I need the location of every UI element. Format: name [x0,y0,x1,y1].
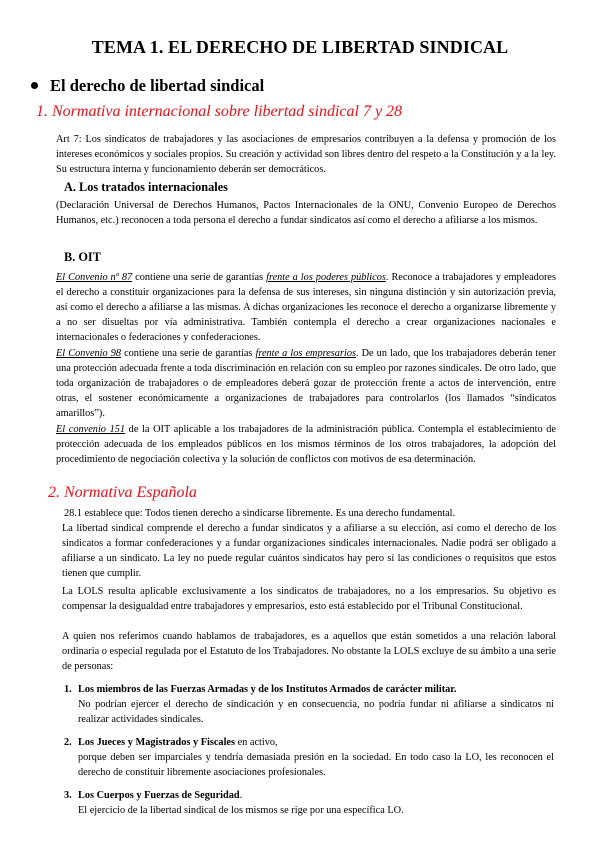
exclusion-item-3 [64,788,554,818]
convenio-98-link: El Convenio 98 [56,348,122,359]
item-body: No podrían ejercer el derecho de sindicación y en consecuencia, no podría fundar ni afiliarse a sindicatos ni realizar actividades sindicales. [78,699,554,725]
item-number: 3. [64,790,72,801]
item-title: Los Jueces y Magistrados y Fiscales [78,737,236,748]
convenio-98-emphasis: frente a los empresarios [255,348,356,359]
convenio-87-emphasis: frente a los poderes públicos [266,272,386,283]
item-title: Los Cuerpos y Fuerzas de Seguridad [78,790,240,801]
item-number: 1. [64,684,72,695]
lols-paragraph: La LOLS resulta aplicable exclusivamente a los sindicatos de trabajadores, no a los empresarios. Su objetivo es compensar la desigualdad entre trabajadores y empresarios, esto está establecido por el Tribunal Constitucional. [62,586,556,612]
libertad-sindical-paragraph: La libertad sindical comprende el derecho a fundar sindicatos y a afiliarse a su elección, así como el derecho de los sindicatos a formar confederaciones y a fundar organizaciones sindicales internacionales. Nadie podrá ser obligado a afiliarse a un sindicato. La ley no puede regular cuántos sindicatos hay pero sí las condiciones o requisitos que estos tienen que cumplir. [62,523,556,579]
sub-a-heading: A. Los tratados internacionales [64,180,228,194]
convenio-151-link: El convenio 151 [56,424,126,435]
convenio-87-paragraph [56,270,556,345]
section-1-heading: 1. Normativa internacional sobre libertad sindical 7 y 28 [36,103,403,120]
trabajadores-paragraph: A quien nos referimos cuando hablamos de trabajadores, es a aquellos que están sometidos a una relación laboral ordinaria o especial regulada por el Estatuto de los Trabajadores. No obstante la LOLS excluye de su ámbito a una serie de personas: [62,631,556,672]
convenio-87-link: El Convenio nº 87 [56,272,133,283]
art28-paragraph: 28.1 establece que: Todos tienen derecho a sindicarse libremente. Es una derecho fundamental. [64,508,456,519]
convenio-151-paragraph [56,422,556,467]
convenio-151-text: de la OIT aplicable a los trabajadores de la administración pública. Contempla el establecimiento de protección adecuada de los empleados públicos en los mismos términos de los otros trabajadores, la adopción del procedimiento de negociación colectiva y la solución de conflictos con motivos de esa determinación. [56,424,556,465]
exclusion-item-1 [64,682,554,727]
bullet-icon [31,82,38,89]
item-title: Los miembros de las Fuerzas Armadas y de los Institutos Armados de carácter militar. [78,684,457,695]
item-body: El ejercicio de la libertad sindical de los mismos se rige por una específica LO. [78,805,404,816]
section-2-heading: 2. Normativa Española [48,484,197,501]
art7-paragraph: Art 7: Los sindicatos de trabajadores y las asociaciones de empresarios contribuyen a la defensa y promoción de los intereses económicos y sociales propios. Su creación y actividad son libres dentro del respeto a la Constitución y a la ley. Su estructura interna y funcionamiento deberán ser democráticos. [56,134,556,175]
treaties-paragraph: (Declaración Universal de Derechos Humanos, Pactos Internacionales de la ONU, Convenio Europeo de Derechos Humanos, etc.) reconocen a toda persona el derecho a fundar sindicatos así como el derecho a afiliarse a los mismos. [56,200,556,226]
convenio-98-text-a: contiene una serie de garantías [121,348,256,359]
main-heading [31,76,264,96]
convenio-98-paragraph [56,346,556,421]
convenio-87-text-a: contiene una serie de garantías [132,272,267,283]
main-heading-text: El derecho de libertad sindical [50,76,265,95]
convenio-87-text-b: . Reconoce a trabajadores y empleadores el derecho a constituir organizaciones para la defensa de sus intereses, sin ninguna distinción y sin autorización previa, así como el derecho a afiliarse a las mismas. A dichas organizaciones les reconoce el derecho a organizarse libremente y a no ser disueltas por vía administrativa. También contempla el derecho a crear organizaciones nacionales e internacionales o federaciones y confederaciones. [56,272,556,343]
item-number: 2. [64,737,72,748]
item-rest: en activo, [235,737,278,748]
document-title: TEMA 1. EL DERECHO DE LIBERTAD SINDICAL [91,37,509,57]
item-rest: . [239,790,243,801]
sub-b-heading: B. OIT [64,250,101,264]
exclusion-item-2 [64,735,554,780]
item-body: porque deben ser imparciales y tendría demasiada presión en la sociedad. En todo caso la LO, les reconocen el derecho de constituir libremente asociaciones profesionales. [78,752,554,778]
convenio-98-text-b: . De un lado, que los trabajadores deberán tener una protección adecuada frente a toda discriminación en relación con su empleo por razones sindicales. De otro lado, que toda organización de trabajadores o de empleadores deberá gozar de protección frente a actos de intervención, entre otras, el sostener económicamente a organizaciones de trabajadores para controlarlos (los llamados “sindicatos amarillos”). [56,348,556,419]
